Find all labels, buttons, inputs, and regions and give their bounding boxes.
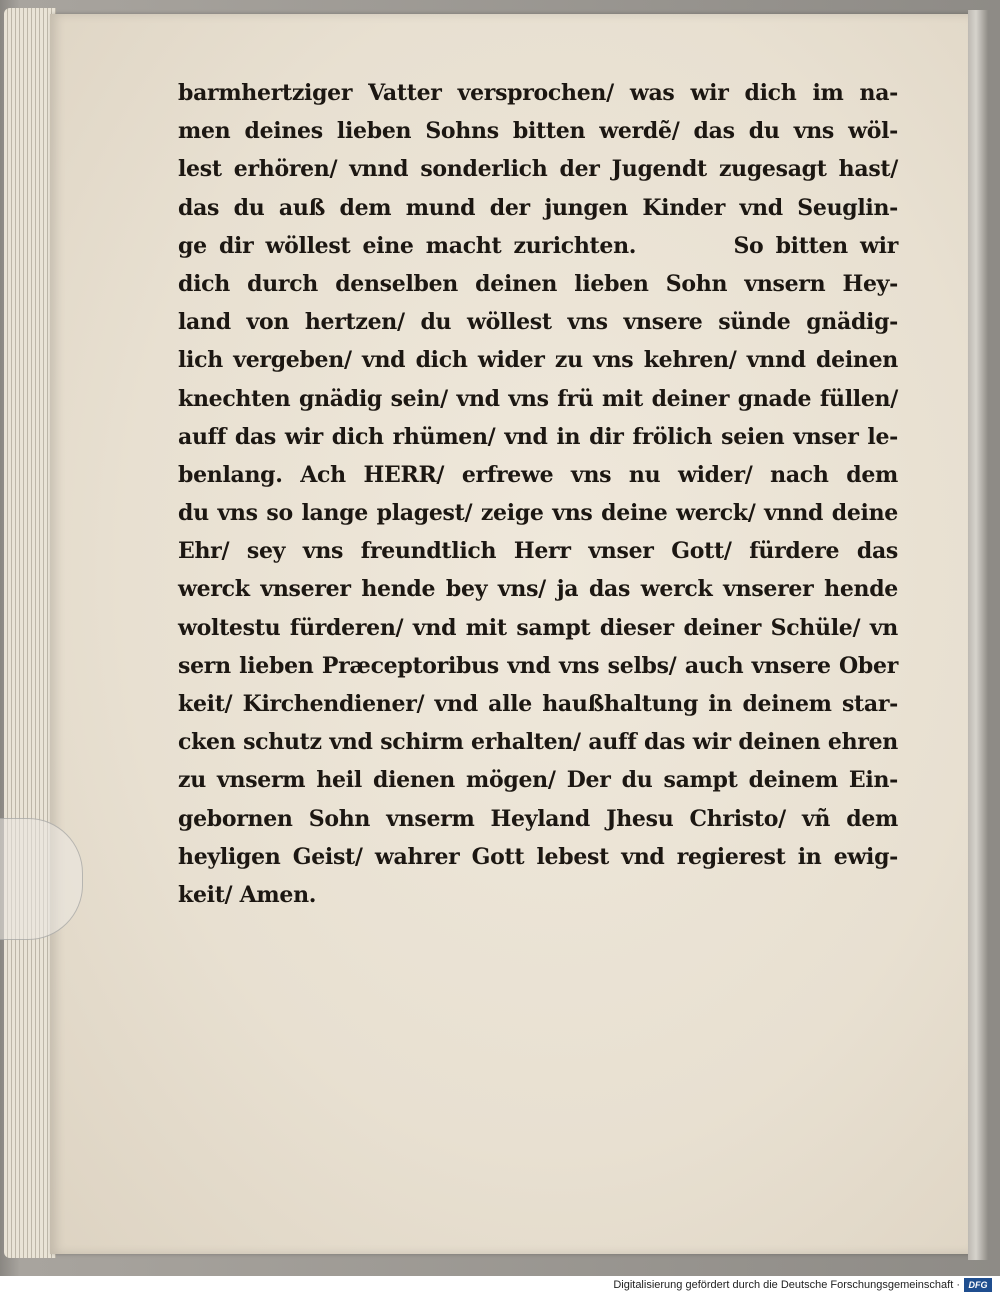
text-line: lest erhören/ vnnd sonderlich der Jugendt zugesagt hast/	[178, 156, 898, 183]
page-text	[178, 74, 898, 914]
text-line: dich durch denselben deinen lieben Sohn vnsern Hey-	[178, 270, 898, 297]
text-line: lich vergeben/ vnd dich wider zu vns kehren/ vnnd deinen	[178, 347, 898, 374]
text-line: land von hertzen/ du wöllest vns vnsere sünde gnädig-	[178, 309, 898, 336]
text-line: barmhertziger Vatter versprochen/ was wir dich im na-	[178, 80, 898, 106]
text-line: ge dir wöllest eine macht zurichten. So bitten wir	[178, 232, 898, 259]
text-line: knechten gnädig sein/ vnd vns frü mit deiner gnade füllen/	[178, 385, 898, 412]
text-line: gebornen Sohn vnserm Heyland Jhesu Christo/ vñ dem	[178, 805, 898, 832]
text-line: du vns so lange plagest/ zeige vns deine werck/ vnnd deine	[178, 500, 898, 527]
page-stack-edges	[4, 8, 56, 1258]
text-line: zu vnserm heil dienen mögen/ Der du sampt deinem Ein-	[178, 767, 898, 794]
text-line: sern lieben Præceptoribus vnd vns selbs/ auch vnsere Ober	[178, 652, 898, 679]
text-line: keit/ Kirchendiener/ vnd alle haußhaltung in deinem star-	[178, 691, 898, 717]
dfg-logo: DFG	[964, 1278, 992, 1292]
text-line: keit/ Amen.	[178, 881, 317, 908]
text-line: das du auß dem mund der jungen Kinder vnd Seuglin-	[178, 194, 898, 221]
text-line: benlang. Ach HERR/ erfrewe vns nu wider/ nach dem	[178, 461, 898, 488]
digitization-credit: Digitalisierung gefördert durch die Deutsche Forschungsgemeinschaft ·	[613, 1279, 960, 1291]
page-edge-right	[968, 10, 988, 1260]
text-line: Ehr/ sey vns freundtlich Herr vnser Gott/ fürdere das	[178, 538, 898, 565]
text-line: werck vnserer hende bey vns/ ja das werck vnserer hende	[178, 576, 898, 603]
text-line: heyligen Geist/ wahrer Gott lebest vnd regierest in ewig-	[178, 843, 898, 870]
text-line: woltestu fürderen/ vnd mit sampt dieser deiner Schüle/ vn	[178, 614, 898, 641]
text-line: cken schutz vnd schirm erhalten/ auff das wir deinen ehren	[178, 729, 898, 756]
text-line: men deines lieben Sohns bitten werdẽ/ das du vns wöl-	[178, 118, 898, 145]
text-line: auff das wir dich rhümen/ vnd in dir frölich seien vnser le-	[178, 423, 898, 450]
